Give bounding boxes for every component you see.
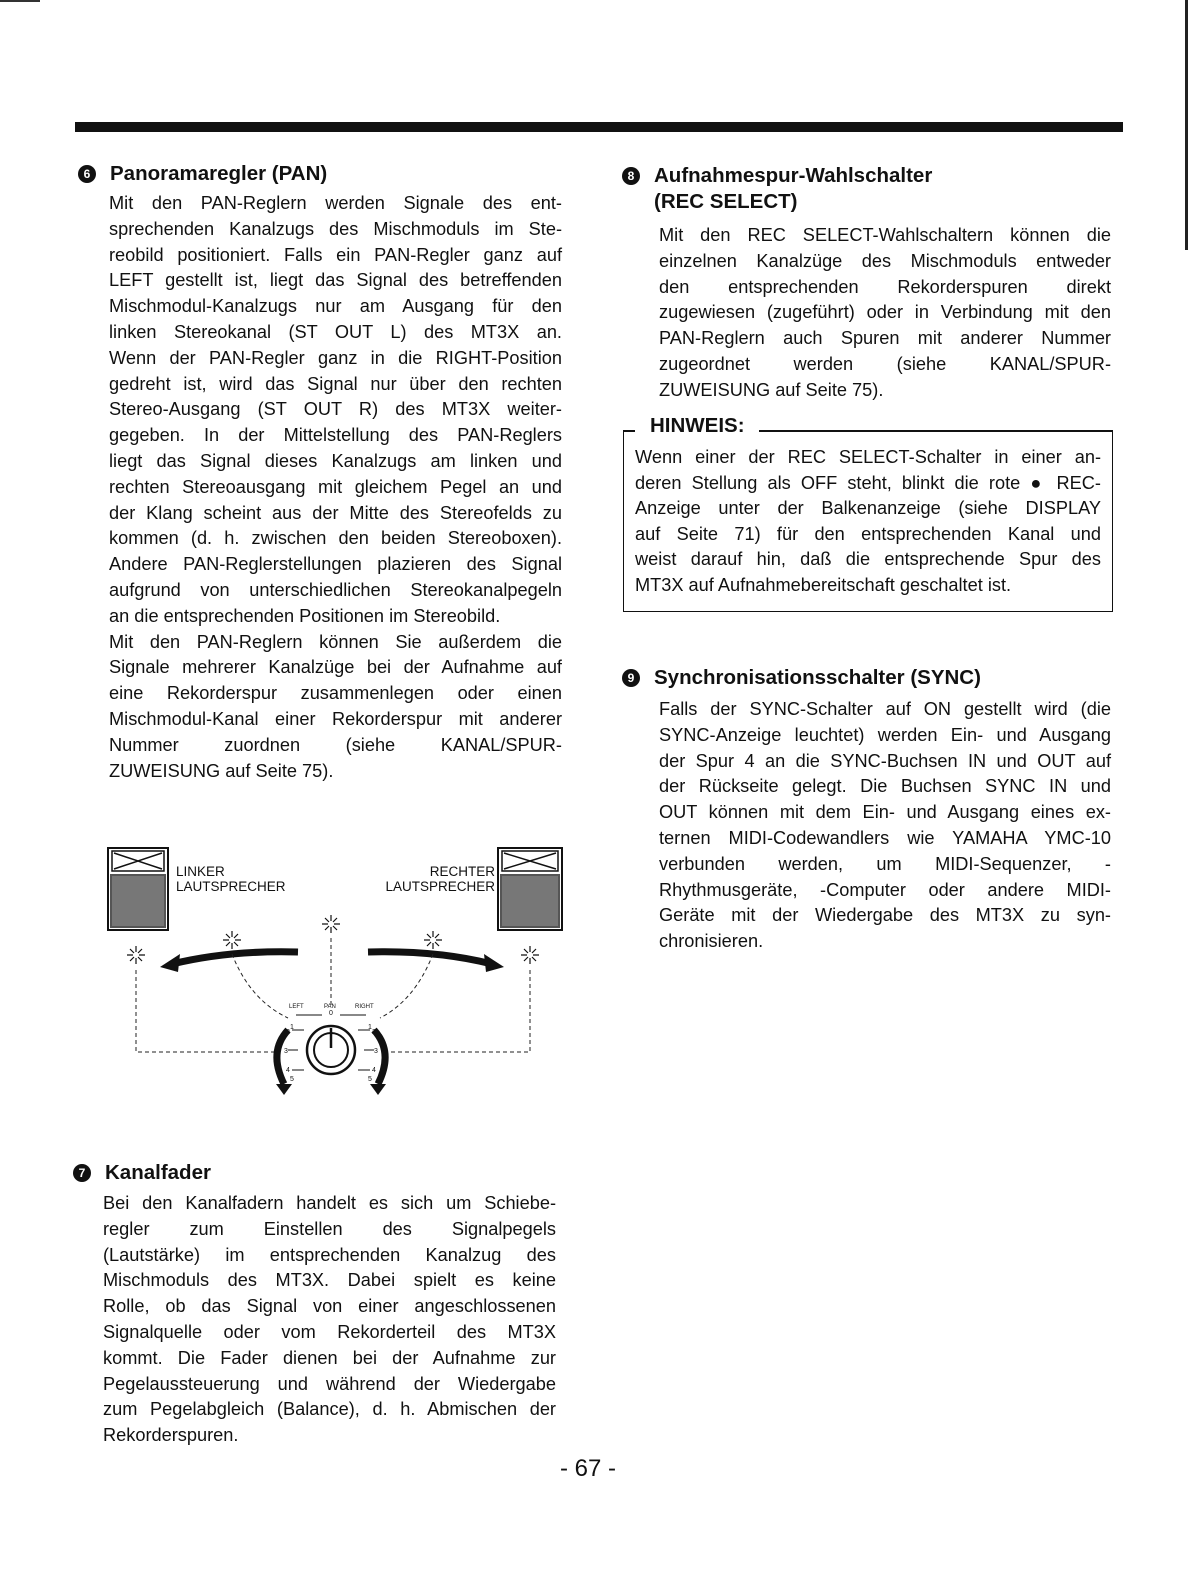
text-line: Wenn einer der REC SELECT-Schalter in einer an-: [635, 447, 1101, 467]
right-speaker-label: [382, 864, 495, 894]
text-line: Nummer zuordnen (siehe KANAL/SPUR-: [109, 734, 562, 755]
text-line: liegt das Signal dieses Kanalzugs am linken und: [109, 450, 562, 471]
section-heading: [622, 163, 1117, 215]
text-line: zugewiesen (zugeführt) oder in Verbindung mit den: [659, 302, 1111, 323]
note-body: [635, 445, 1101, 599]
text-line: zum Pegelabgleich (Balance), d. h. Abmischen der: [103, 1399, 556, 1420]
section-pan: [78, 161, 568, 784]
text-line: linken Stereokanal (ST OUT L) des MT3X an.: [109, 321, 562, 342]
section-sync: [622, 665, 1117, 955]
text-line: eine Rekorderspur zusammenlegen oder einen: [109, 683, 562, 704]
text-line: (Lautstärke) im entsprechenden Kanalzug des: [103, 1244, 556, 1265]
knob-scale-right-1: 1: [368, 1024, 372, 1031]
text-line: SYNC-Anzeige leuchtet) werden Ein- und Ausgang: [659, 724, 1111, 745]
text-line: gedreht ist, wird das Signal nur über den rechten: [109, 373, 562, 394]
text-line: chronisieren.: [659, 931, 764, 952]
text-line: Anzeige unter der Balkenanzeige (siehe DISPLAY: [635, 498, 1101, 519]
text-line: Mit den PAN-Reglern werden Signale des ent-: [109, 193, 562, 213]
text-line: Signale mehrerer Kanalzüge bei der Aufnahme auf: [109, 657, 562, 678]
knob-scale-right-5: 5: [368, 1076, 372, 1083]
text-line: Mischmodul-Kanal einer Rekorderspur mit anderer: [109, 708, 562, 729]
text-line: LEFT gestellt ist, liegt das Signal des betreffenden: [109, 270, 562, 291]
text-line: gegeben. In der Mittelstellung des PAN-Reglers: [109, 425, 562, 446]
text-line: kommt. Die Fader dienen bei der Aufnahme zur: [103, 1347, 556, 1368]
knob-scale-left-4: 4: [286, 1067, 290, 1074]
pan-diagram-graphic: [100, 840, 580, 1100]
knob-pan-label: PAN: [324, 1004, 336, 1010]
knob-scale-right-4: 4: [372, 1067, 376, 1074]
text-line: Rhythmusgeräte, -Computer oder andere MIDI-: [659, 879, 1111, 900]
text-line: kommen (d. h. zwischen den beiden Stereoboxen).: [109, 528, 562, 549]
section-title: Synchronisationsschalter (SYNC): [654, 666, 981, 689]
knob-scale-top: 0: [329, 1010, 333, 1017]
text-line: reobild positioniert. Falls ein PAN-Regler ganz auf: [109, 244, 562, 265]
right-speaker-icon: [498, 848, 562, 930]
text-line: weist darauf hin, daß die entsprechende Spur des: [635, 549, 1101, 570]
text-line: ternen MIDI-Codewandlers wie YAMAHA YMC-10: [659, 827, 1111, 848]
text-line: Pegelaussteuerung und während der Wiedergabe: [103, 1373, 556, 1394]
page-edge-line: [1185, 0, 1188, 250]
left-speaker-label: [176, 864, 286, 894]
text-line: ZUWEISUNG auf Seite 75).: [659, 379, 884, 400]
knob-right-label: RIGHT: [355, 1004, 374, 1010]
sound-burst-icons: [127, 915, 539, 964]
section-number-badge: 6: [78, 165, 96, 183]
knob-scale-left-3: 3: [284, 1048, 288, 1055]
section-heading: [73, 1160, 563, 1186]
text-line: verbunden werden, um MIDI-Sequenzer, -: [659, 853, 1111, 874]
note-border-top-left: [623, 430, 635, 432]
section-number-badge: 7: [73, 1164, 91, 1182]
text-line: rechten Stereoausgang mit gleichem Pegel an und: [109, 476, 562, 497]
text-line: regler zum Einstellen des Signalpegels: [103, 1218, 556, 1239]
text-line: an die entsprechenden Positionen im Stereobild.: [109, 605, 501, 626]
text-line: MT3X auf Aufnahmebereitschaft geschaltet ist.: [635, 574, 1012, 595]
section-body: [659, 697, 1111, 955]
knob-scale-left-5: 5: [290, 1076, 294, 1083]
text-line: Falls der SYNC-Schalter auf ON gestellt wird (die: [659, 699, 1111, 719]
text-line: OUT können mit dem Ein- und Ausgang eines ex-: [659, 802, 1111, 823]
text-line: Mischmoduls des MT3X. Dabei spielt es keine: [103, 1270, 556, 1291]
section-body: [659, 223, 1111, 404]
text-line: Rolle, ob das Signal von einer angeschlossenen: [103, 1296, 556, 1317]
header-rule: [75, 122, 1123, 132]
text-line: der Klang scheint aus der Mitte des Stereofelds zu: [109, 502, 562, 523]
section-title-line2: (REC SELECT): [654, 190, 798, 213]
section-heading: [622, 665, 1117, 691]
text-line: ZUWEISUNG auf Seite 75).: [109, 760, 334, 781]
text-line: sprechenden Kanalzugs des Mischmoduls im Ste-: [109, 218, 562, 239]
text-line: Mit den PAN-Reglern können Sie außerdem die: [109, 631, 562, 652]
left-speaker-label-line1: LINKER: [176, 864, 225, 879]
text-line: aufgrund von unterschiedlichen Stereokanalpegeln: [109, 579, 562, 600]
text-line: auf Seite 71) für den entsprechenden Kanal und: [635, 523, 1101, 544]
text-line: Bei den Kanalfadern handelt es sich um Schiebe-: [103, 1193, 556, 1213]
section-title: Kanalfader: [105, 1161, 211, 1184]
note-border-top-right: [759, 430, 1113, 432]
knob-scale-right-3: 3: [374, 1048, 378, 1055]
text-line: einzelnen Kanalzüge des Mischmoduls entweder: [659, 250, 1111, 271]
text-line: zugeordnet werden (siehe KANAL/SPUR-: [659, 353, 1111, 374]
section-body: [103, 1191, 556, 1449]
section-fader: [73, 1160, 563, 1449]
section-number-badge: 9: [622, 669, 640, 687]
text-line: den entsprechenden Rekorderspuren direkt: [659, 276, 1111, 297]
left-speaker-icon: [108, 848, 168, 930]
section-number-badge: 8: [622, 167, 640, 185]
note-title: HINWEIS:: [646, 414, 749, 438]
section-title-line1: Aufnahmespur-Wahlschalter: [654, 164, 933, 187]
text-line: Wenn der PAN-Regler ganz in die RIGHT-Position: [109, 347, 562, 368]
text-line: Rekorderspuren.: [103, 1425, 239, 1446]
page-number: - 67 -: [560, 1455, 617, 1482]
text-line: PAN-Reglern auch Spuren mit anderer Nummer: [659, 328, 1111, 349]
text-line: deren Stellung als OFF steht, blinkt die rote ● REC-: [635, 472, 1101, 493]
knob-left-label: LEFT: [289, 1004, 304, 1010]
text-line: der Spur 4 an die SYNC-Buchsen IN und OUT auf: [659, 750, 1111, 771]
corner-mark: [0, 0, 40, 2]
text-line: Mit den REC SELECT-Wahlschaltern können die: [659, 225, 1111, 245]
text-line: Stereo-Ausgang (ST OUT R) des MT3X weiter-: [109, 399, 562, 420]
section-heading: [78, 161, 568, 187]
text-line: Geräte mit der Wiedergabe des MT3X zu syn-: [659, 905, 1111, 926]
knob-scale-right-2: 2: [372, 1029, 376, 1036]
section-rec-select: [622, 163, 1117, 404]
knob-scale-left-2: 2: [286, 1029, 290, 1036]
note-box: [623, 414, 1113, 612]
text-line: Andere PAN-Reglerstellungen plazieren des Signal: [109, 554, 562, 575]
text-line: Mischmodul-Kanalzugs nur am Ausgang für den: [109, 296, 562, 317]
left-speaker-label-line2: LAUTSPRECHER: [176, 879, 286, 894]
text-line: Signalquelle oder vom Rekorderteil des MT3X: [103, 1321, 556, 1342]
section-title: Panoramaregler (PAN): [110, 162, 328, 185]
knob-scale-left-1: 1: [290, 1024, 294, 1031]
text-line: der Rückseite gelegt. Die Buchsen SYNC IN und: [659, 776, 1111, 797]
pan-diagram: [100, 840, 580, 1100]
right-speaker-label-line1: RECHTER: [429, 864, 495, 879]
right-speaker-label-line2: LAUTSPRECHER: [385, 879, 495, 894]
section-body: [109, 191, 562, 784]
section-title: [654, 163, 932, 215]
